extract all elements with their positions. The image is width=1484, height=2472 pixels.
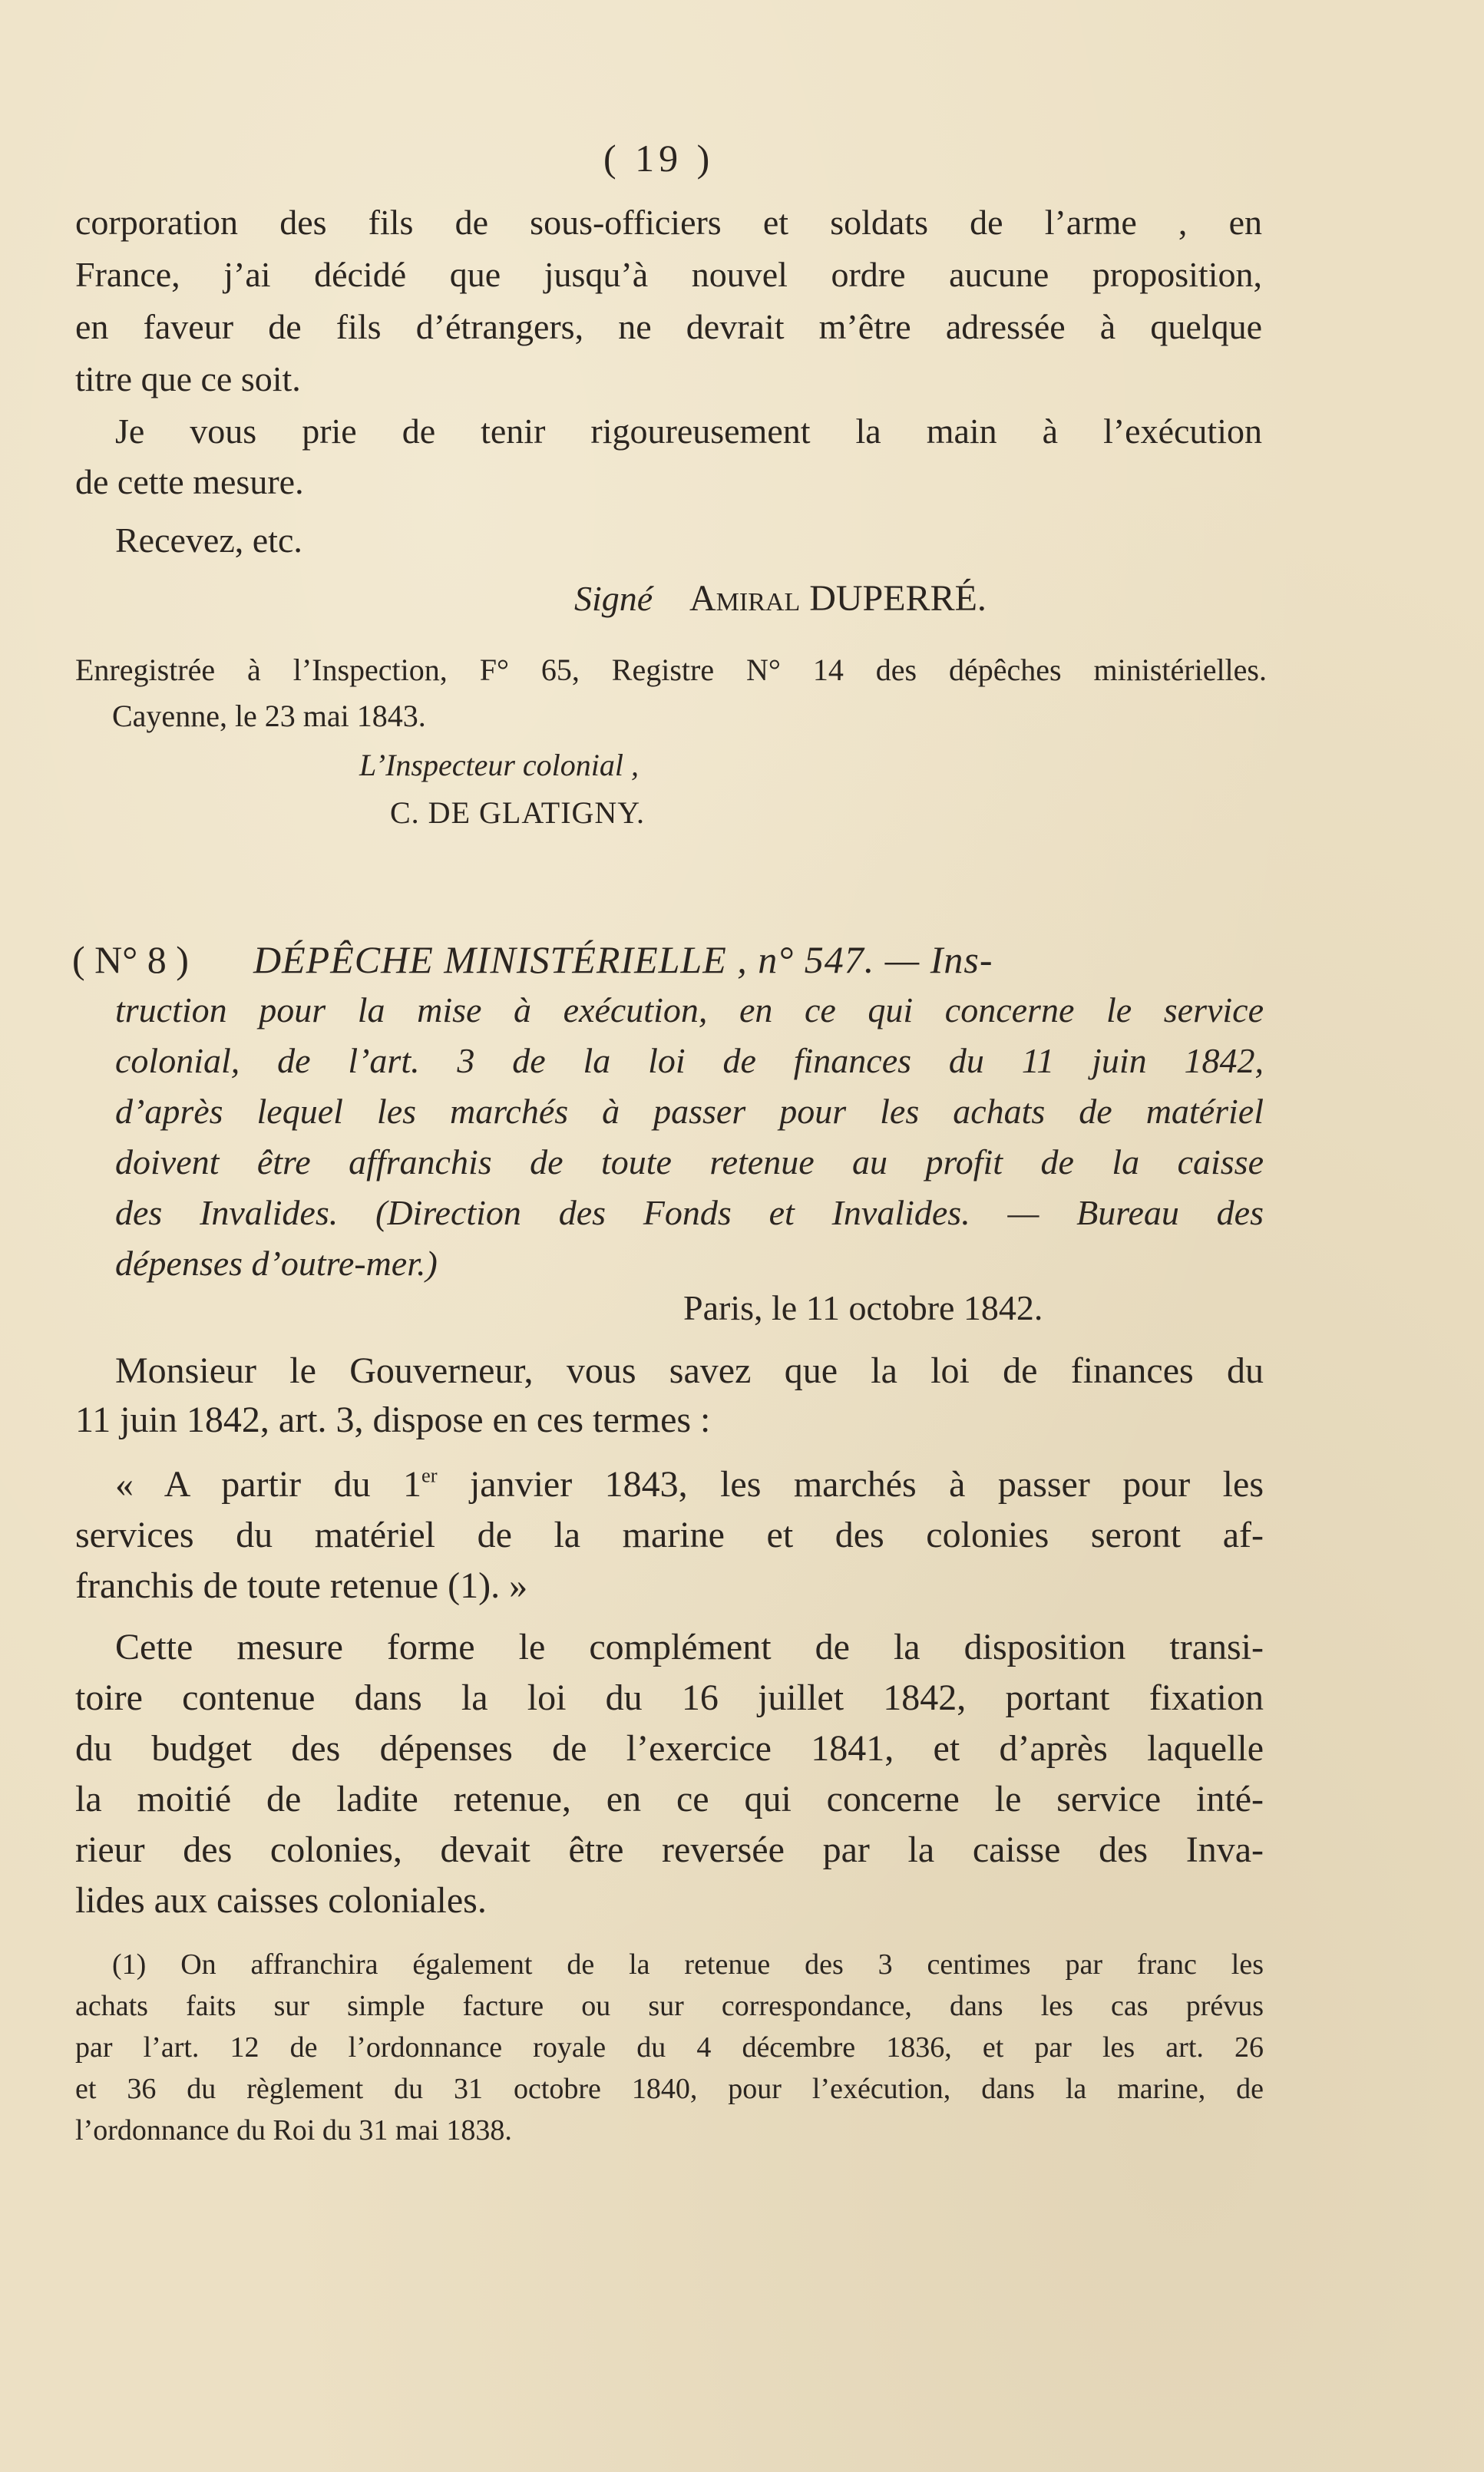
dispatch-number: ( N° 8 ) (72, 938, 189, 981)
dispatch-line: d’après lequel les marchés à passer pour les achats de matériel (115, 1092, 1264, 1131)
quote-rest: janvier 1843, les marchés à passer pour les (437, 1464, 1264, 1505)
ordinal-sup: er (421, 1463, 438, 1487)
footnote-line: par l’art. 12 de l’ordonnance royale du 4 décembre 1836, et par les art. 26 (75, 2031, 1264, 2064)
dispatch-line: dépenses d’outre-mer.) (115, 1244, 438, 1283)
text-line: de cette mesure. (75, 462, 304, 501)
dispatch-line: truction pour la mise à exécution, en ce qui concerne le service (115, 990, 1264, 1029)
body-line: du budget des dépenses de l’exercice 1841, et d’après laquelle (75, 1728, 1264, 1769)
body-line: lides aux caisses coloniales. (75, 1880, 487, 1921)
footnote-line: (1) On affranchira également de la retenue des 3 centimes par franc les (112, 1948, 1264, 1981)
body-line: rieur des colonies, devait être reversée par la caisse des Inva- (75, 1829, 1264, 1870)
dispatch-line: doivent être affranchis de toute retenue au profit de la caisse (115, 1142, 1264, 1181)
footnote-line: l’ordonnance du Roi du 31 mai 1838. (75, 2114, 512, 2146)
body-line: Monsieur le Gouverneur, vous savez que la loi de finances du (115, 1350, 1264, 1391)
text-line: France, j’ai décidé que jusqu’à nouvel ordre aucune proposition, (75, 255, 1262, 294)
signature-name: Amiral DUPERRÉ. (689, 578, 987, 619)
body-line: 11 juin 1842, art. 3, dispose en ces termes : (75, 1400, 711, 1440)
text-line: titre que ce soit. (75, 359, 301, 398)
text-line: corporation des fils de sous-officiers et soldats de l’arme , en (75, 203, 1262, 242)
text-line: en faveur de fils d’étrangers, ne devrait m’être adressée à quelque (75, 307, 1262, 346)
closing-formula: Recevez, etc. (115, 521, 302, 560)
footnote-line: achats faits sur simple facture ou sur correspondance, dans les cas prévus (75, 1990, 1264, 2022)
registration-date: Cayenne, le 23 mai 1843. (112, 699, 426, 733)
dispatch-line: des Invalides. (Direction des Fonds et Invalides. — Bureau des (115, 1193, 1264, 1232)
quote-start: « A partir du 1 (115, 1464, 422, 1505)
inspector-name: C. DE GLATIGNY. (390, 795, 646, 830)
text-line: Je vous prie de tenir rigoureusement la main à l’exécution (115, 411, 1262, 451)
inspector-title: L’Inspecteur colonial , (359, 748, 640, 782)
registration-line: Enregistrée à l’Inspection, F° 65, Registre N° 14 des dépêches ministérielles. (75, 653, 1267, 687)
place-date: Paris, le 11 octobre 1842. (683, 1288, 1043, 1327)
page-number: ( 19 ) (603, 137, 715, 180)
body-line: Cette mesure forme le complément de la disposition transi- (115, 1627, 1264, 1667)
signature-signed: Signé (574, 579, 653, 618)
quote-line: franchis de toute retenue (1). » (75, 1565, 528, 1606)
body-line: la moitié de ladite retenue, en ce qui concerne le service inté- (75, 1779, 1264, 1819)
quote-line: services du matériel de la marine et des colonies seront af- (75, 1515, 1264, 1555)
body-line: toire contenue dans la loi du 16 juillet 1842, portant fixation (75, 1677, 1264, 1718)
dispatch-line: colonial, de l’art. 3 de la loi de finances du 11 juin 1842, (115, 1041, 1264, 1080)
footnote-line: et 36 du règlement du 31 octobre 1840, pour l’exécution, dans la marine, de (75, 2073, 1264, 2105)
dispatch-heading: DÉPÊCHE MINISTÉRIELLE , n° 547. — Ins- (253, 938, 993, 981)
quote-line (115, 1463, 1264, 1508)
